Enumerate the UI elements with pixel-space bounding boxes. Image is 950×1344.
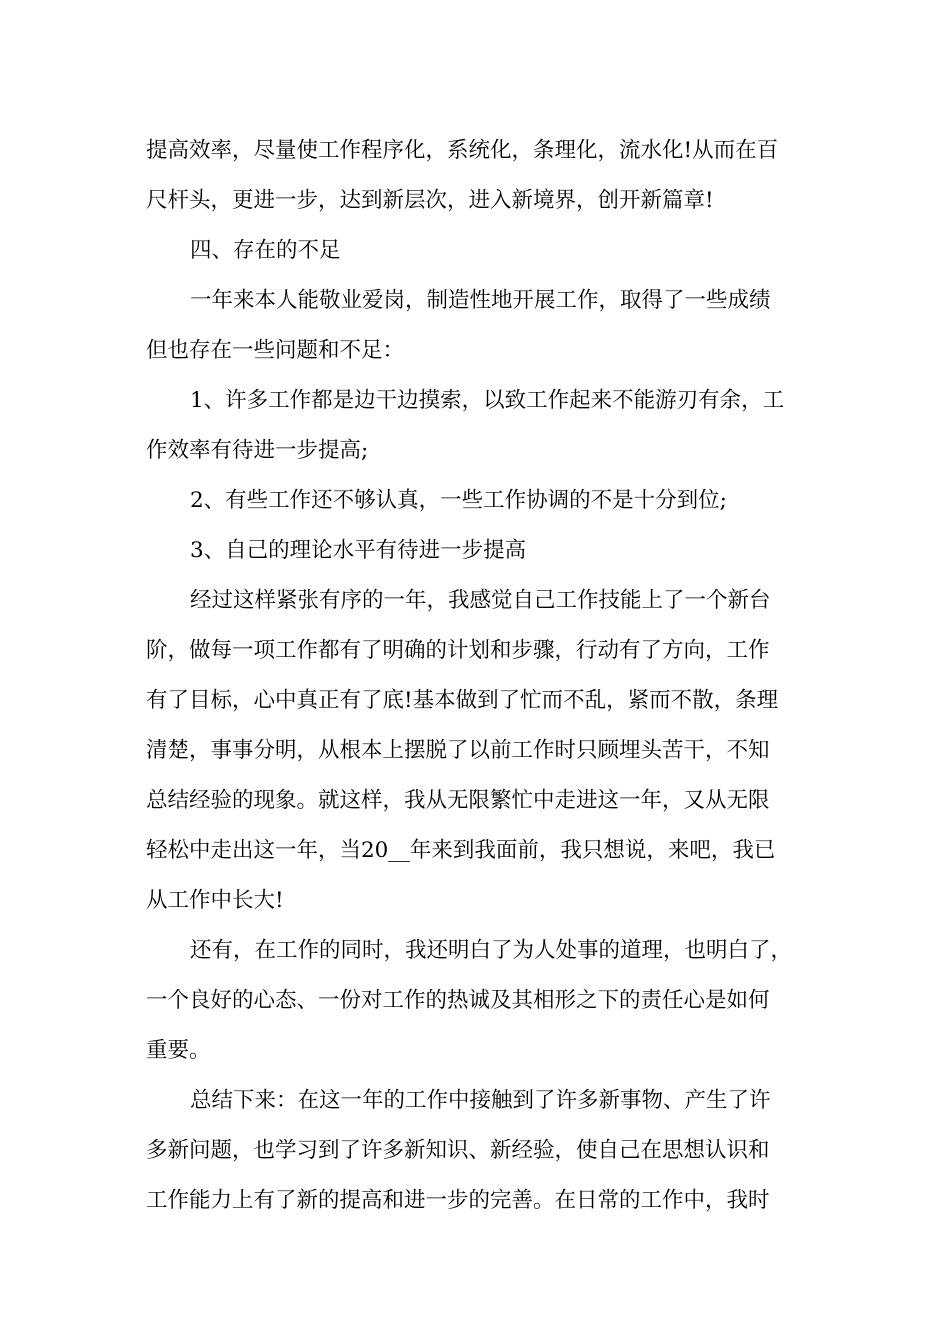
text-line: 轻松中走出这一年，当20__年来到我面前，我只想说，来吧，我已 <box>146 838 776 863</box>
list-item: 1、许多工作都是边干边摸索，以致工作起来不能游刃有余，工 <box>190 388 785 413</box>
text-line: 从工作中长大! <box>146 888 284 913</box>
text-line: 有了目标，心中真正有了底!基本做到了忙而不乱，紧而不散，条理 <box>146 688 779 713</box>
text-line: 阶，做每一项工作都有了明确的计划和步骤，行动有了方向，工作 <box>146 638 770 663</box>
list-item: 3、自己的理论水平有待进一步提高 <box>190 538 527 563</box>
text-line: 重要。 <box>146 1038 211 1063</box>
text-line: 还有，在工作的同时，我还明白了为人处事的道理，也明白了， <box>190 938 793 963</box>
text-line: 工作能力上有了新的提高和进一步的完善。在日常的工作中，我时 <box>146 1188 770 1213</box>
text-line: 一个良好的心态、一份对工作的热诚及其相形之下的责任心是如何 <box>146 988 770 1013</box>
text-line: 清楚，事事分明，从根本上摆脱了以前工作时只顾埋头苦干，不知 <box>146 738 770 763</box>
text-line: 尺杆头，更进一步，达到新层次，进入新境界，创开新篇章! <box>146 188 714 213</box>
text-line: 一年来本人能敬业爱岗，制造性地开展工作，取得了一些成绩 <box>190 288 771 313</box>
text-line: 经过这样紧张有序的一年，我感觉自己工作技能上了一个新台 <box>190 588 771 613</box>
list-item: 2、有些工作还不够认真，一些工作协调的不是十分到位; <box>190 488 727 513</box>
section-heading: 四、存在的不足 <box>190 238 341 263</box>
text-line: 但也存在一些问题和不足： <box>146 338 405 363</box>
text-line: 作效率有待进一步提高; <box>146 438 369 463</box>
text-line: 提高效率，尽量使工作程序化，系统化，条理化，流水化!从而在百 <box>146 138 779 163</box>
text-line: 总结经验的现象。就这样，我从无限繁忙中走进这一年，又从无限 <box>146 788 770 813</box>
text-line: 多新问题，也学习到了许多新知识、新经验，使自己在思想认识和 <box>146 1138 770 1163</box>
text-line: 总结下来：在这一年的工作中接触到了许多新事物、产生了许 <box>190 1088 771 1113</box>
